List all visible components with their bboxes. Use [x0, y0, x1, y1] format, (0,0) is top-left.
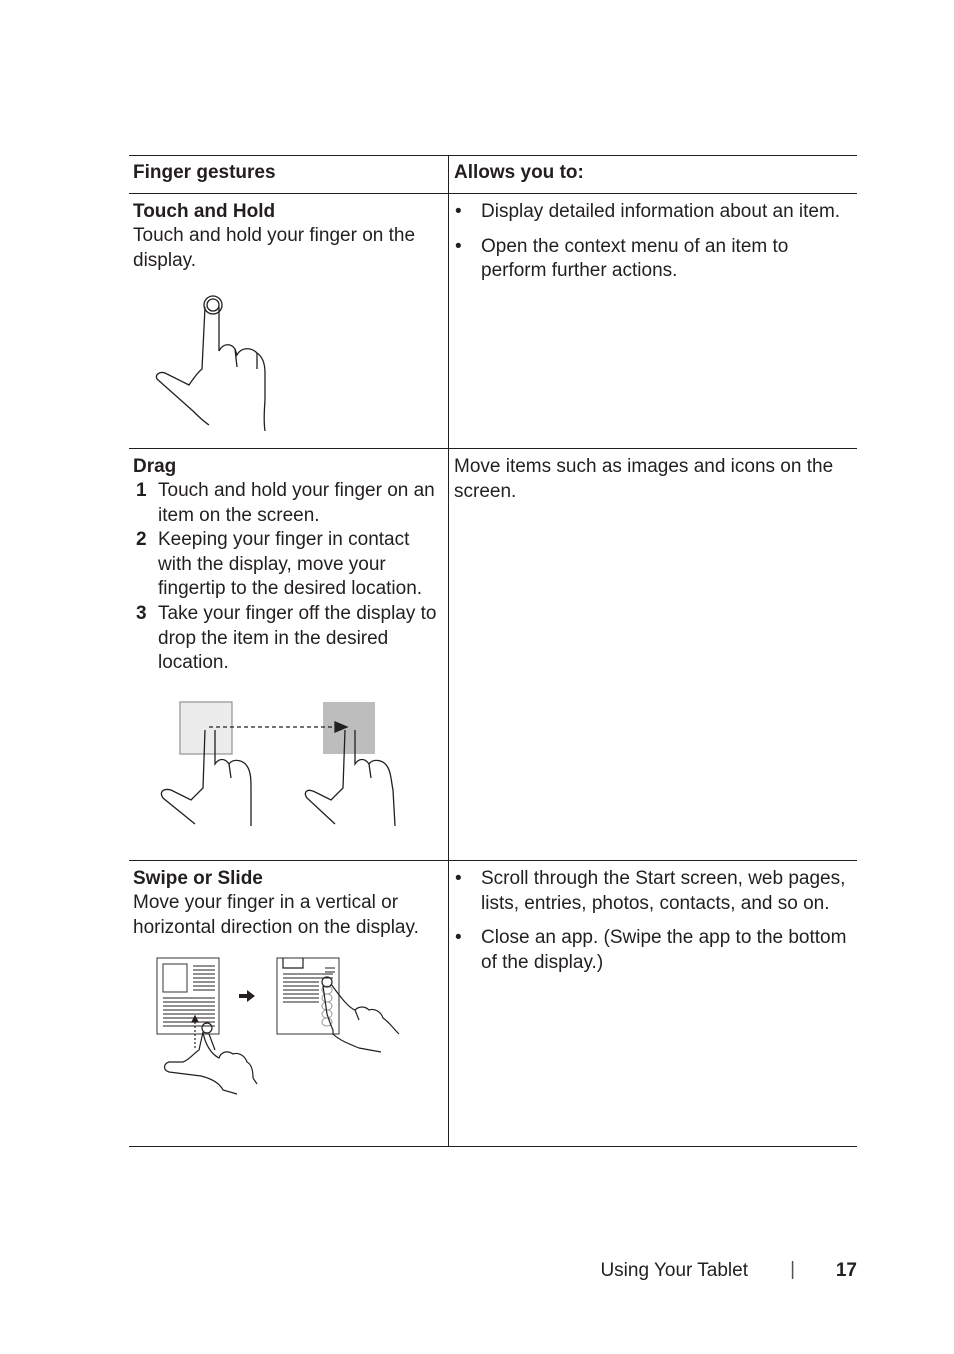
list-item: 3 Take your finger off the display to drop the item in the desired location. — [136, 602, 437, 674]
gesture-description: Move your finger in a vertical or horizontal direction on the display. — [133, 892, 419, 938]
header-allows-you-to: Allows you to: — [454, 162, 584, 183]
drag-hand-icon — [155, 700, 415, 830]
header-finger-gestures: Finger gestures — [129, 156, 449, 193]
list-item: 1 Touch and hold your finger on an item on the screen. — [136, 480, 435, 526]
bullet-icon: • — [455, 235, 462, 257]
table-header-row — [129, 155, 857, 193]
bullet-icon: • — [455, 201, 462, 222]
bullet-icon: • — [455, 927, 462, 949]
table-row — [129, 860, 857, 1147]
gesture-title: Swipe or Slide — [133, 868, 263, 889]
swipe-hand-icon — [149, 954, 409, 1104]
touch-hold-hand-icon — [153, 281, 293, 431]
list-item: • Display detailed information about an item. — [454, 200, 851, 225]
list-item: • Scroll through the Start screen, web pages, lists, entries, photos, contacts, and so on. — [454, 867, 851, 916]
footer-separator: | — [790, 1259, 795, 1280]
list-item: • Open the context menu of an item to perform further actions. — [454, 235, 851, 284]
bullet-icon: • — [455, 868, 462, 889]
list-item: • Close an app. (Swipe the app to the bottom of the display.) — [454, 926, 851, 975]
gestures-table — [129, 155, 857, 1147]
gesture-description: Touch and hold your finger on the display. — [133, 225, 416, 271]
gesture-title: Drag — [133, 456, 177, 477]
footer-section-title: Using Your Tablet — [600, 1260, 748, 1281]
list-item: 2 Keeping your finger in contact with the display, move your fingertip to the desired location. — [136, 529, 423, 600]
allows-list — [454, 867, 851, 975]
drag-steps — [133, 479, 445, 676]
table-row — [129, 448, 857, 860]
gesture-title: Touch and Hold — [133, 201, 276, 222]
table-row — [129, 193, 857, 448]
page-number: 17 — [835, 1260, 857, 1281]
page-footer — [0, 1260, 857, 1286]
allows-list — [454, 200, 851, 284]
drag-allows-text: Move items such as images and icons on the screen. — [454, 456, 834, 502]
